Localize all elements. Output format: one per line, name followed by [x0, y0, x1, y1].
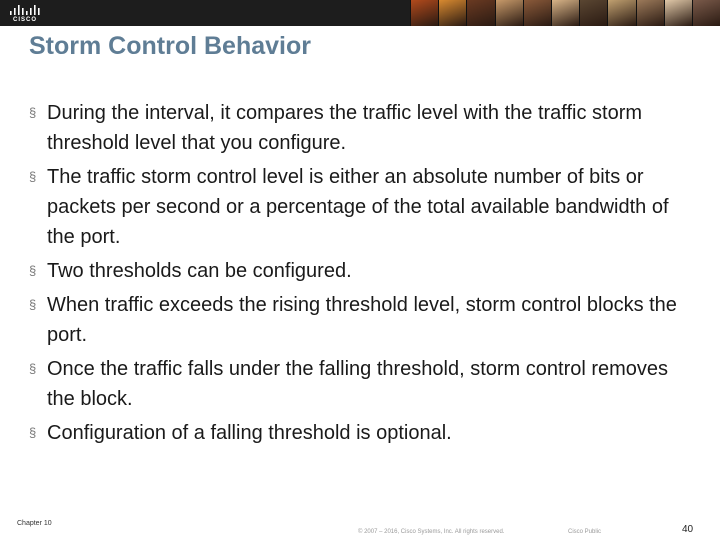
bullet-text: The traffic storm control level is either an absolute number of bits or packets per second or a percentage of the total available bandwidth of the port.: [47, 166, 669, 248]
bullet-text: Configuration of a falling threshold is optional.: [47, 422, 452, 444]
header-photo: [692, 0, 720, 26]
bullet-marker: §: [29, 361, 37, 376]
header-photo: [438, 0, 466, 26]
cisco-logo: [8, 3, 42, 23]
header-photo-strip: [410, 0, 720, 26]
page-number: 40: [682, 524, 694, 535]
bullet-text: When traffic exceeds the rising threshold level, storm control blocks the port.: [47, 294, 677, 346]
header-photo: [607, 0, 635, 26]
bullet-text: During the interval, it compares the traffic level with the traffic storm threshold level that you configure.: [47, 102, 643, 154]
header-photo: [579, 0, 607, 26]
header-photo: [664, 0, 692, 26]
bullet-list: [29, 98, 699, 452]
footer-copyright: © 2007 – 2016, Cisco Systems, Inc. All rights reserved.: [358, 529, 505, 535]
bullet-item: [29, 418, 699, 448]
header-photo: [551, 0, 579, 26]
bullet-item: [29, 256, 699, 286]
bullet-item: [29, 162, 699, 252]
header-photo: [410, 0, 438, 26]
header-photo: [636, 0, 664, 26]
bullet-text: Once the traffic falls under the falling threshold, storm control removes the block.: [47, 358, 669, 410]
header-bar: [0, 0, 720, 26]
bullet-marker: §: [29, 425, 37, 440]
bullet-item: [29, 290, 699, 350]
logo-text: CISCO: [12, 17, 37, 23]
footer-chapter: Chapter 10: [17, 520, 52, 527]
header-photo: [495, 0, 523, 26]
bullet-item: [29, 98, 699, 158]
cisco-bridge-icon: [8, 4, 42, 16]
bullet-marker: §: [29, 297, 37, 312]
bullet-item: [29, 354, 699, 414]
bullet-marker: §: [29, 105, 37, 120]
slide-title: Storm Control Behavior: [29, 32, 311, 60]
bullet-marker: §: [29, 263, 37, 278]
header-photo: [466, 0, 494, 26]
bullet-marker: §: [29, 169, 37, 184]
header-photo: [523, 0, 551, 26]
bullet-text: Two thresholds can be configured.: [47, 260, 352, 282]
footer-classification: Cisco Public: [568, 529, 602, 535]
